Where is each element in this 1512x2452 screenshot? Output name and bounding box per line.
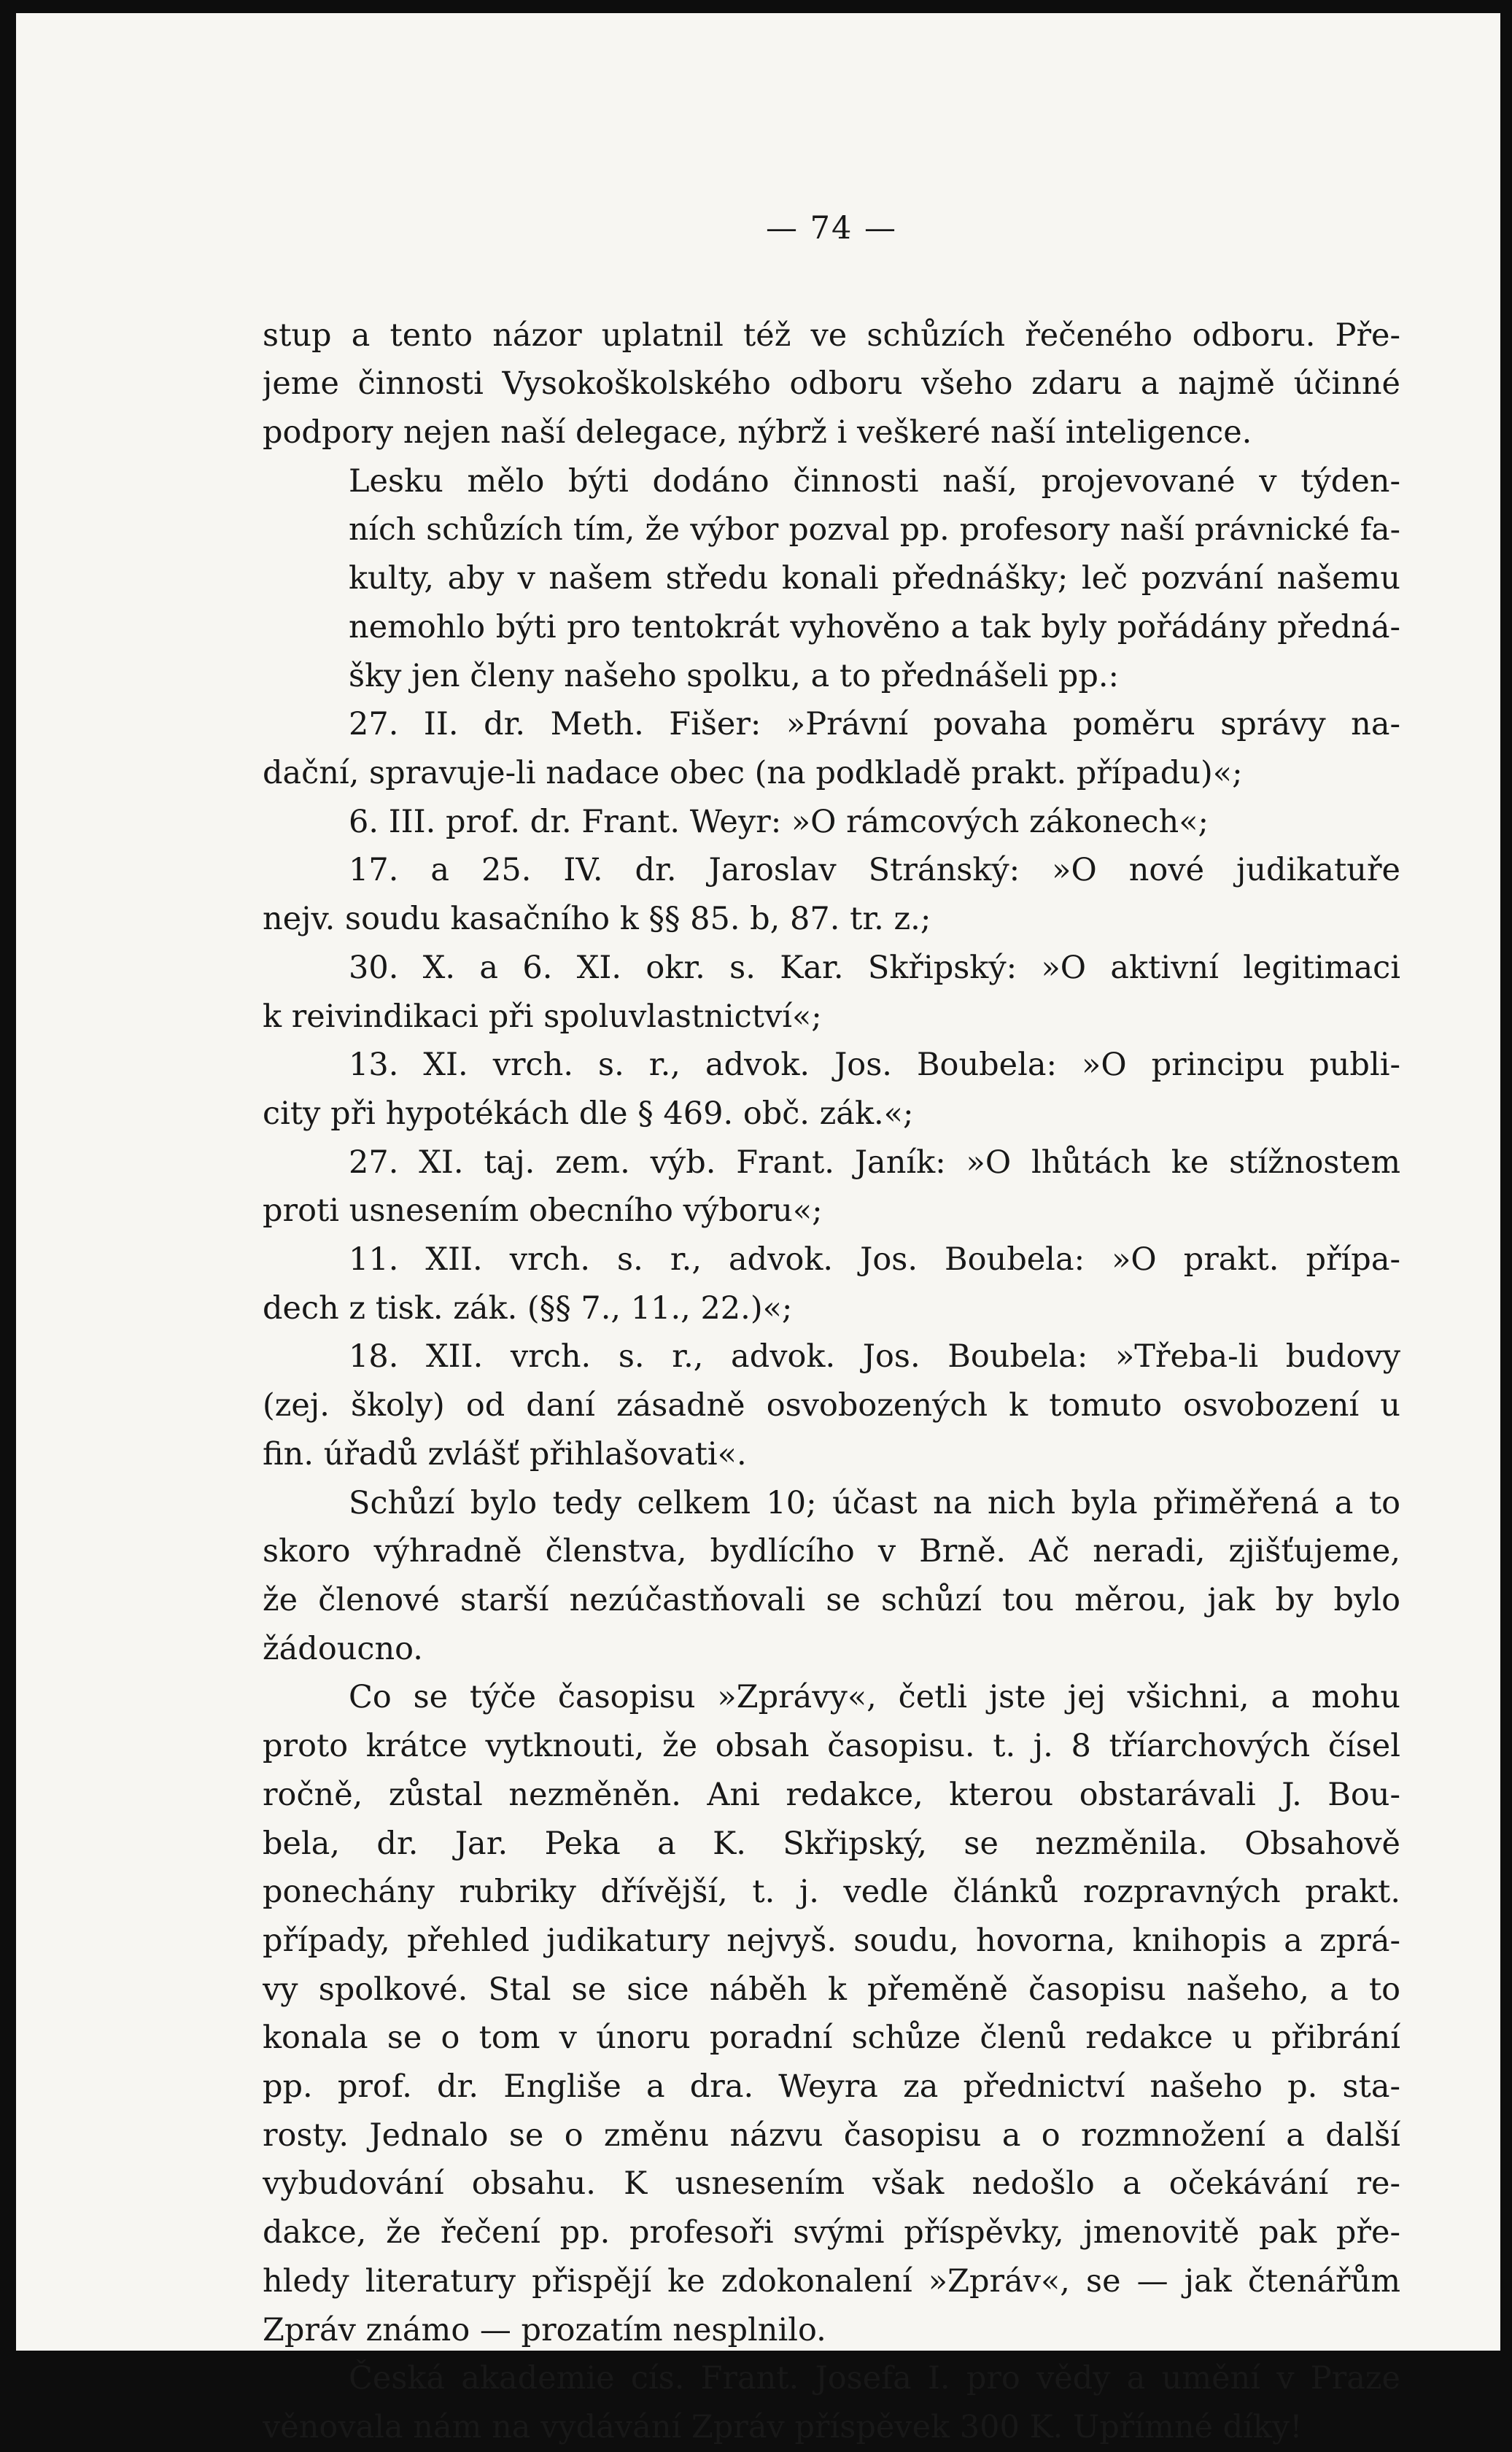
text-line: rosty. Jednalo se o změnu názvu časopisu a o rozmnožení a další <box>263 2117 1400 2154</box>
lecture-entry <box>263 846 1400 943</box>
text-line: Lesku mělo býti dodáno činnosti naší, projevované v týden- <box>349 462 1400 500</box>
text-line: ních schůzích tím, že výbor pozval pp. profesory naší právnické fa- <box>349 511 1400 548</box>
lecture-entry <box>263 1235 1400 1332</box>
text-line: 11. XII. vrch. s. r., advok. Jos. Boubela: »O prakt. přípa- <box>349 1241 1400 1279</box>
text-line: dakce, že řečení pp. profesoři svými příspěvky, jmenovitě pak pře- <box>263 2214 1400 2251</box>
text-line: dech z tisk. zák. (§§ 7., 11., 22.)«; <box>263 1289 793 1327</box>
lecture-entry <box>263 1332 1400 1478</box>
lecture-entry <box>263 944 1400 1041</box>
text-line: ročně, zůstal nezměněn. Ani redakce, kterou obstarávali J. Bou- <box>263 1776 1400 1813</box>
text-line: jeme činnosti Vysokoškolského odboru všeho zdaru a najmě účinné <box>263 365 1400 403</box>
text-line: 17. a 25. IV. dr. Jaroslav Stránský: »O nové judikatuře <box>349 852 1400 889</box>
page-content <box>263 204 1400 2452</box>
text-line: Zpráv známo — prozatím nesplnilo. <box>263 2311 826 2348</box>
text-line: bela, dr. Jar. Peka a K. Skřipský, se nezměnila. Obsahově <box>263 1825 1400 1862</box>
text-line: fin. úřadů zvlášť přihlašovati«. <box>263 1435 747 1473</box>
lecture-entry <box>263 1041 1400 1138</box>
text-line: city při hypotékách dle § 469. obč. zák.«; <box>263 1095 914 1132</box>
lecture-entry <box>263 798 1400 847</box>
paragraph-delegation <box>263 311 1400 457</box>
text-line: stup a tento názor uplatnil též ve schůzích řečeného odboru. Pře- <box>263 317 1400 354</box>
lecture-entry <box>263 1138 1400 1235</box>
text-line: 6. III. prof. dr. Frant. Weyr: »O rámcových zákonech«; <box>349 803 1209 840</box>
text-line: hledy literatury přispějí ke zdokonalení »Zpráv«, se — jak čtenářům <box>263 2262 1400 2300</box>
text-line: pp. prof. dr. Engliše a dra. Weyra za přednictví našeho p. sta- <box>263 2068 1400 2106</box>
text-line: žádoucno. <box>263 1630 423 1667</box>
text-line: dační, spravuje-li nadace obec (na podkladě prakt. případu)«; <box>263 755 1243 792</box>
paragraph-academy-grant <box>263 2354 1400 2451</box>
page-number: — 74 — <box>765 210 898 247</box>
text-line: skoro výhradně členstva, bydlícího v Brně. Ač neradi, zjišťujeme, <box>263 1533 1400 1570</box>
text-line: že členové starší nezúčastňovali se schůzí tou měrou, jak by bylo <box>263 1581 1400 1618</box>
text-line: (zej. školy) od daní zásadně osvobozených k tomuto osvobození u <box>263 1387 1400 1424</box>
paragraph-meetings <box>263 1479 1400 1674</box>
text-line: konala se o tom v únoru poradní schůze členů redakce u přibrání <box>263 2020 1400 2057</box>
text-line: případy, přehled judikatury nejvyš. soudu, hovorna, knihopis a zprá- <box>263 1922 1400 1959</box>
text-line: kulty, aby v našem středu konali přednášky; leč pozvání našemu <box>349 560 1400 597</box>
text-line: podpory nejen naší delegace, nýbrž i veškeré naší inteligence. <box>263 414 1252 451</box>
paragraph-lectures-intro <box>263 457 1400 701</box>
text-line: ponechány rubriky dřívější, t. j. vedle článků rozpravných prakt. <box>263 1874 1400 1911</box>
book-page <box>16 13 1500 2445</box>
text-line: 13. XI. vrch. s. r., advok. Jos. Boubela: »O principu publi- <box>349 1047 1400 1084</box>
text-line: nejv. soudu kasačního k §§ 85. b, 87. tr. z.; <box>263 901 931 938</box>
text-line: Schůzí bylo tedy celkem 10; účast na nich byla přiměřená a to <box>349 1484 1400 1521</box>
text-line: 30. X. a 6. XI. okr. s. Kar. Skřipský: »O aktivní legitimaci <box>349 949 1400 986</box>
text-line: vybudování obsahu. K usnesením však nedošlo a očekávání re- <box>263 2165 1400 2203</box>
text-line: vy spolkové. Stal se sice náběh k přeměně časopisu našeho, a to <box>263 1971 1400 2008</box>
paragraph-journal <box>263 1673 1400 2354</box>
text-line: proti usnesením obecního výboru«; <box>263 1192 823 1230</box>
text-line: 18. XII. vrch. s. r., advok. Jos. Boubela: »Třeba-li budovy <box>349 1338 1400 1376</box>
lecture-entry <box>263 700 1400 797</box>
text-line: šky jen členy našeho spolku, a to přednášeli pp.: <box>349 657 1119 694</box>
text-line: proto krátce vytknouti, že obsah časopisu. t. j. 8 tříarchových čísel <box>263 1728 1400 1765</box>
text-line: 27. II. dr. Meth. Fišer: »Právní povaha poměru správy na- <box>349 706 1400 743</box>
text-line: k reivindikaci při spoluvlastnictví«; <box>263 998 822 1035</box>
text-line: věnovala nám na vydávání Zpráv příspěvek 300 K. Upřímné díky! <box>263 2408 1303 2445</box>
text-line: Co se týče časopisu »Zprávy«, četli jste jej všichni, a mohu <box>349 1679 1400 1716</box>
text-line: nemohlo býti pro tentokrát vyhověno a tak byly pořádány předná- <box>349 608 1400 645</box>
text-line: 27. XI. taj. zem. výb. Frant. Janík: »O lhůtách ke stížnostem <box>349 1144 1400 1181</box>
text-line: Česká akademie cís. Frant. Josefa I. pro vědy a umění v Praze <box>349 2360 1400 2397</box>
